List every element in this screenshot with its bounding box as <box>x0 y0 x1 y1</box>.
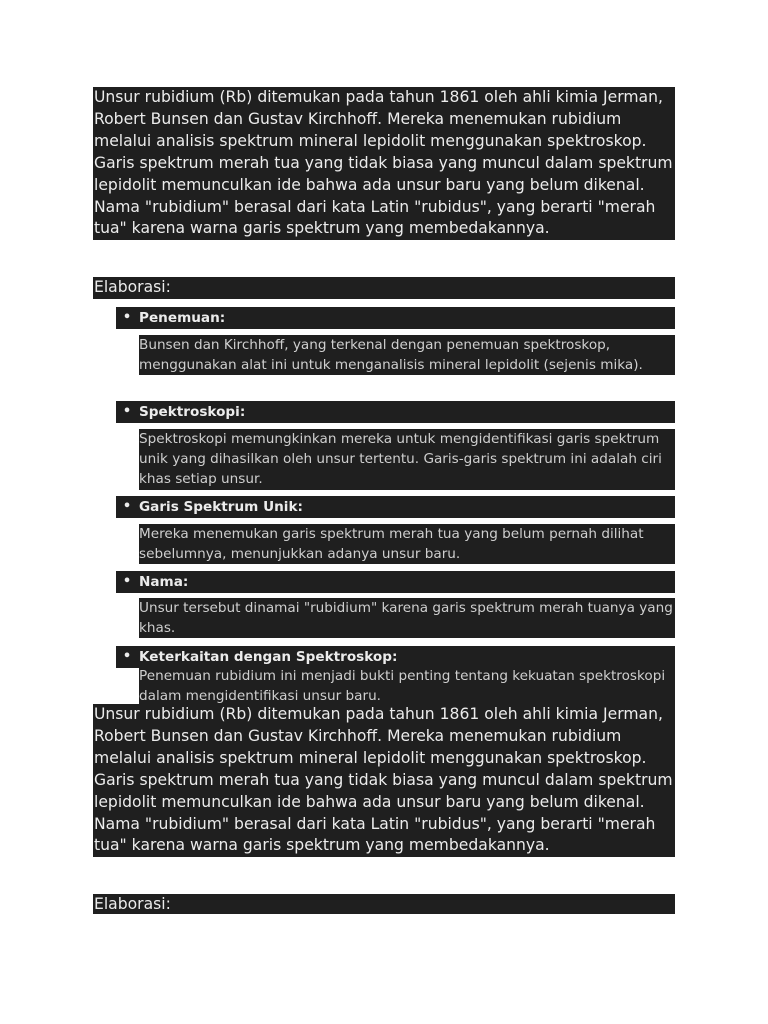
list-item-title <box>116 307 675 329</box>
list-item-title <box>116 401 675 423</box>
item-description: Penemuan rubidium ini menjadi bukti penting tentang kekuatan spektroskopi dalam mengidentifikasi unsur baru. <box>139 666 675 706</box>
intro-paragraph-repeat: Unsur rubidium (Rb) ditemukan pada tahun 1861 oleh ahli kimia Jerman, Robert Bunsen dan Gustav Kirchhoff. Mereka menemukan rubidium melalui analisis spektrum mineral lepidolit menggunakan spektroskop. Garis spektrum merah tua yang tidak biasa yang muncul dalam spektrum lepidolit memunculkan ide bahwa ada unsur baru yang belum dikenal. Nama "rubidium" berasal dari kata Latin "rubidus", yang berarti "merah tua" karena warna garis spektrum yang membedakannya. <box>93 704 675 857</box>
elaboration-heading: Elaborasi: <box>93 277 675 299</box>
item-title-label: Keterkaitan dengan Spektroskop: <box>139 649 398 665</box>
bullet-icon: • <box>122 499 132 514</box>
item-title-label: Spektroskopi: <box>139 404 246 420</box>
intro-paragraph: Unsur rubidium (Rb) ditemukan pada tahun 1861 oleh ahli kimia Jerman, Robert Bunsen dan Gustav Kirchhoff. Mereka menemukan rubidium melalui analisis spektrum mineral lepidolit menggunakan spektroskop. Garis spektrum merah tua yang tidak biasa yang muncul dalam spektrum lepidolit memunculkan ide bahwa ada unsur baru yang belum dikenal. Nama "rubidium" berasal dari kata Latin "rubidus", yang berarti "merah tua" karena warna garis spektrum yang membedakannya. <box>93 87 675 240</box>
elaboration-heading-repeat: Elaborasi: <box>93 894 675 914</box>
list-item-title <box>116 646 675 668</box>
item-description: Bunsen dan Kirchhoff, yang terkenal dengan penemuan spektroskop, menggunakan alat ini untuk menganalisis mineral lepidolit (sejenis mika). <box>139 335 675 375</box>
list-item-title <box>116 571 675 593</box>
item-description: Mereka menemukan garis spektrum merah tua yang belum pernah dilihat sebelumnya, menunjukkan adanya unsur baru. <box>139 524 675 564</box>
bullet-icon: • <box>122 649 132 664</box>
bullet-icon: • <box>122 310 132 325</box>
item-title-label: Penemuan: <box>139 310 226 326</box>
item-title-label: Garis Spektrum Unik: <box>139 499 303 515</box>
item-title-label: Nama: <box>139 574 189 590</box>
item-description: Spektroskopi memungkinkan mereka untuk mengidentifikasi garis spektrum unik yang dihasilkan oleh unsur tertentu. Garis-garis spektrum ini adalah ciri khas setiap unsur. <box>139 429 675 490</box>
bullet-icon: • <box>122 404 132 419</box>
list-item-title <box>116 496 675 518</box>
item-description: Unsur tersebut dinamai "rubidium" karena garis spektrum merah tuanya yang khas. <box>139 598 675 638</box>
bullet-icon: • <box>122 574 132 589</box>
